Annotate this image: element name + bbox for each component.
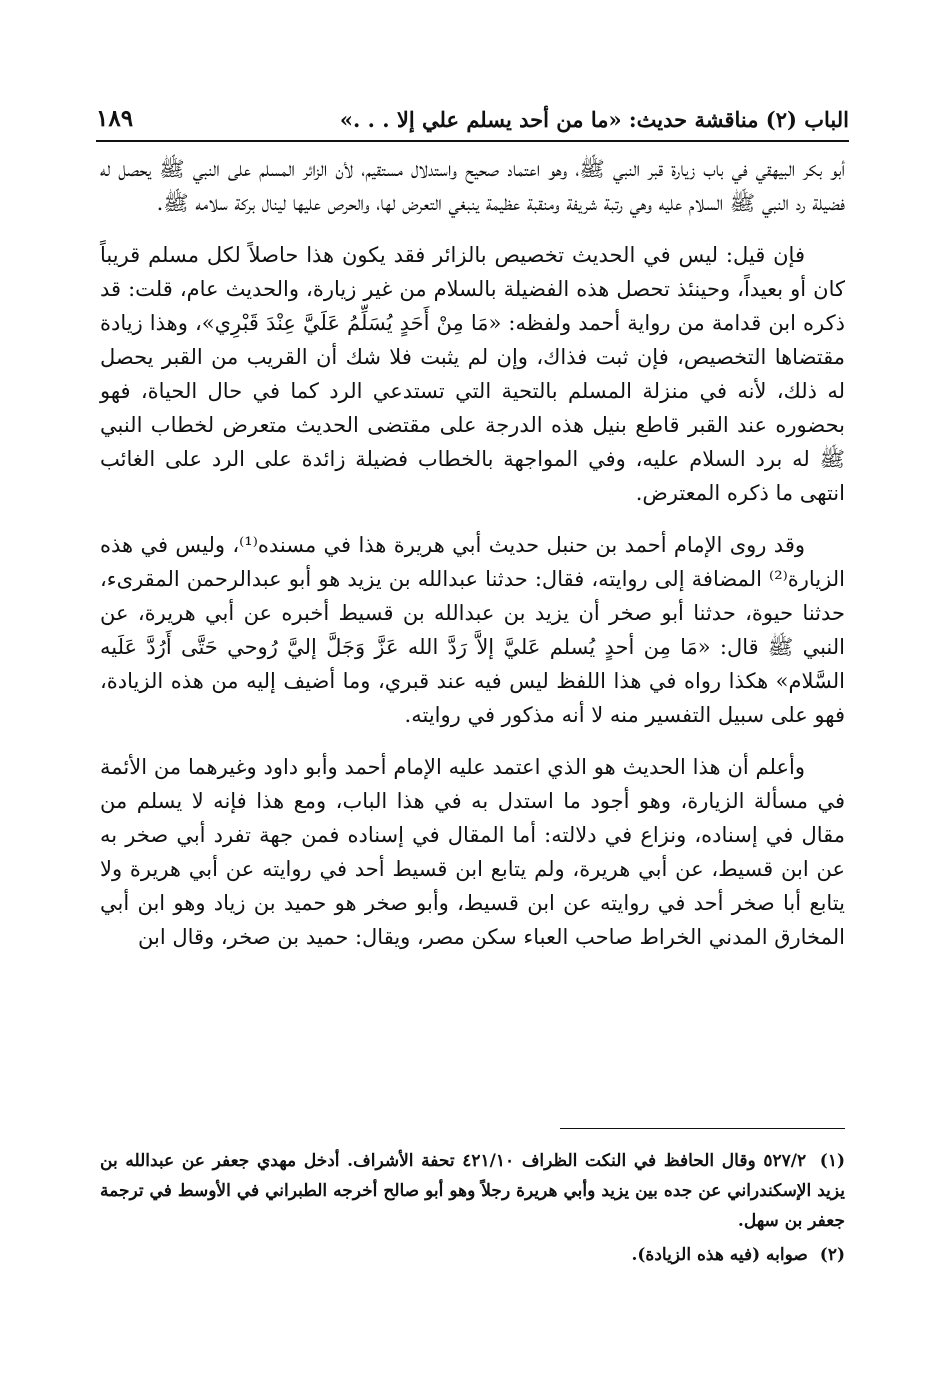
- paragraph: فإن قيل: ليس في الحديث تخصيص بالزائر فقد يكون هذا حاصلاً لكل مسلم قريباً كان أو بعيداً، وحينئذ تحصل هذه الفضيلة بالسلام من غير زيارة، والحديث عام، قلت: قد ذكره ابن قدامة من رواية أحمد ولفظه: «مَا مِنْ أَحَدٍ يُسَلِّمُ عَلَيَّ عِنْدَ قَبْرِي»، وهذا زيادة مقتضاها التخصيص، فإن ثبت فذاك، وإن لم يثبت فلا شك أن القريب من القبر يحصل له ذلك، لأنه في منزلة المسلم بالتحية التي تستدعي الرد كما في حال الحياة، فهو بحضوره عند القبر قاطع بنيل هذه الدرجة على مقتضى الحديث متعرض لخطاب النبي ﷺ له برد السلام عليه، وفي المواجهة بالخطاب فضيلة زائدة على الرد على الغائب انتهى ما ذكره المعترض.: [100, 243, 845, 505]
- footnote-text: صوابه (فيه هذه الزيادة).: [631, 1245, 808, 1265]
- paragraph: وقد روى الإمام أحمد بن حنبل حديث أبي هريرة هذا في مسنده⁽¹⁾، وليس في هذه الزيارة⁽²⁾ المضافة إلى روايته، فقال: حدثنا عبدالله بن يزيد هو أبو عبدالرحمن المقرىء، حدثنا حيوة، حدثنا أبو صخر أن يزيد بن عبدالله بن قسيط أخبره عن أبي هريرة، عن النبي ﷺ قال: «مَا مِن أحدٍ يُسلم عَليَّ إلاَّ رَدَّ الله عَزَّ وَجَلَّ إليَّ رُوحي حَتَّى أَرُدَّ عَلَيه السَّلام» هكذا رواه في هذا اللفظ ليس فيه عند قبري، وما أضيف إليه من هذه الزيادة، فهو على سبيل التفسير منه لا أنه مذكور في روايته.: [100, 533, 845, 727]
- paragraph: وأعلم أن هذا الحديث هو الذي اعتمد عليه الإمام أحمد وأبو داود وغيرهما من الأئمة في مسألة الزيارة، وهو أجود ما استدل به في هذا الباب، ومع هذا فإنه لا يسلم من مقال في إسناده، ونزاع في دلالته: أما المقال في إسناده فمن جهة تفرد أبي صخر به عن ابن قسيط، عن أبي هريرة، ولم يتابع ابن قسيط أحد في روايته عن أبي هريرة ولا يتابع أبا صخر أحد في روايته عن ابن قسيط، وأبو صخر هو حميد بن زياد وهو ابن أبي المخارق المدني الخراط صاحب العباء سكن مصر، ويقال: حميد بن صخر، وقال ابن: [100, 755, 845, 949]
- page-header: [96, 92, 849, 142]
- footnote-text: ٥٢٧/٢ وقال الحافظ في النكت الظراف ٤٢١/١٠ تحفة الأشراف. أدخل مهدي جعفر عن عبدالله بن يزيد الإسكندراني عن جده بين يزيد وأبي هريرة رجلاً وهو أبو صالح أخرجه الطبراني في الأوسط في ترجمة جعفر بن سهل.: [100, 1151, 845, 1231]
- footnote-number: (١): [819, 1151, 846, 1171]
- main-text: [100, 152, 845, 972]
- footnote-divider: [560, 1128, 845, 1129]
- running-title: الباب (٢) مناقشة حديث: «ما من أحد يسلم علي إلا . . .»: [339, 107, 849, 132]
- footnotes: [100, 1146, 845, 1274]
- footnote-number: (٢): [819, 1245, 845, 1265]
- paragraph: أبو بكر البيهقي في باب زيارة قبر النبي ﷺ، وهو اعتماد صحيح واستدلال مستقيم، لأن الزائر المسلم على النبي ﷺ يحصل له فضيلة رد النبي ﷺ السلام عليه وهي رتبة شريفة ومنقبة عظيمة ينبغي التعرض لها، والحرص عليها لينال بركة سلامه ﷺ.: [100, 157, 845, 215]
- footnote: [100, 1146, 845, 1236]
- footnote: [100, 1240, 845, 1270]
- page-number: ١٨٩: [96, 105, 134, 132]
